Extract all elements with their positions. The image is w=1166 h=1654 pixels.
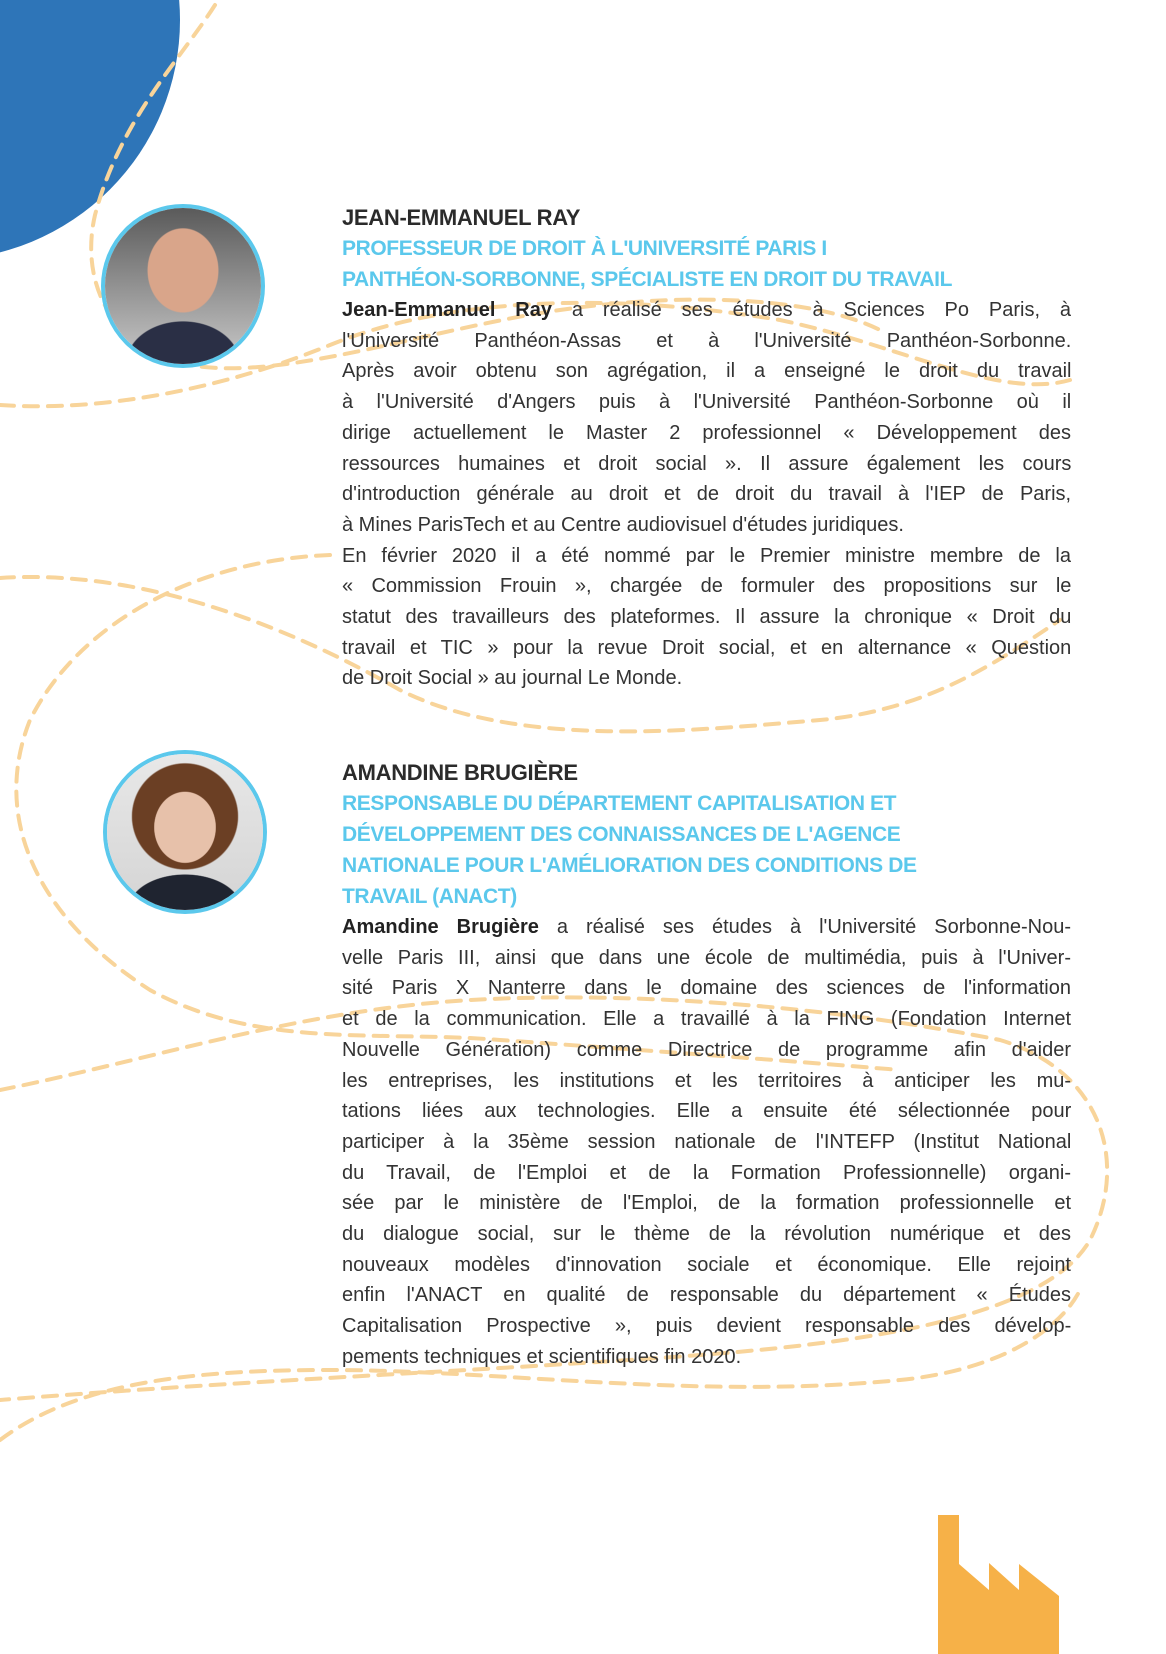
bio-line: à Mines ParisTech et au Centre audiovisuel d'études juridiques. (342, 513, 904, 536)
bio-line: tations liées aux technologies. Elle a ensuite été sélectionnée pour (342, 1100, 1072, 1123)
bio-line: à l'Université d'Angers puis à l'Université Panthéon-Sorbonne où il (342, 391, 1072, 414)
bio-jean-emmanuel-ray (342, 202, 1071, 694)
person-name-inline: Amandine Brugière (342, 916, 539, 938)
bio-line (342, 912, 1071, 943)
bio-line: sée par le ministère de l'Emploi, de la formation professionnelle et (342, 1192, 1072, 1215)
biography-text (342, 912, 1071, 1373)
avatar-jean-emmanuel-ray (101, 204, 265, 368)
bio-line: et de la communication. Elle a travaillé à la FING (Fondation Internet (342, 1008, 1071, 1031)
title-line: NATIONALE POUR L'AMÉLIORATION DES CONDITIONS DE (342, 854, 917, 877)
bio-line: nouveaux modèles d'innovation sociale et économique. Elle rejoint (342, 1253, 1071, 1276)
avatar-amandine-brugiere (103, 750, 267, 914)
bio-line: d'introduction générale au droit et de droit du travail à l'IEP de Paris, (342, 483, 1072, 506)
bio-line: En février 2020 il a été nommé par le Premier ministre membre de la (342, 544, 1071, 567)
bio-line: travail et TIC » pour la revue Droit social, et en alternance « Question (342, 636, 1072, 659)
person-name: JEAN-EMMANUEL RAY (342, 205, 581, 230)
bio-amandine-brugiere (342, 757, 1071, 1373)
bio-line: dirige actuellement le Master 2 professionnel « Développement des (342, 421, 1072, 444)
bio-text: a réalisé ses études à Sciences Po Paris, à (551, 299, 1071, 321)
bio-line: enfin l'ANACT en qualité de responsable du département « Études (342, 1284, 1071, 1307)
person-title (342, 788, 1071, 912)
person-name-inline: Jean-Emmanuel Ray (342, 299, 552, 321)
bio-line: « Commission Frouin », chargée de formuler des propositions sur le (342, 575, 1072, 598)
bio-line: pements techniques et scientifiques fin 2020. (342, 1345, 742, 1368)
title-line: PANTHÉON-SORBONNE, SPÉCIALISTE EN DROIT DU TRAVAIL (342, 268, 953, 291)
bio-line: l'Université Panthéon-Assas et à l'Université Panthéon-Sorbonne. (342, 329, 1072, 352)
bio-line: Nouvelle Génération) comme Directrice de programme afin d'aider (342, 1038, 1071, 1061)
person-name: AMANDINE BRUGIÈRE (342, 760, 578, 785)
bio-line: velle Paris III, ainsi que dans une école de multimédia, puis à l'Univer- (342, 946, 1071, 969)
bio-line: ressources humaines et droit social ». Il assure également les cours (342, 452, 1072, 475)
bio-line: statut des travailleurs des plateformes. Il assure la chronique « Droit du (342, 606, 1072, 629)
biography-text (342, 295, 1071, 694)
bio-line: du dialogue social, sur le thème de la révolution numérique et des (342, 1223, 1071, 1246)
bio-line: du Travail, de l'Emploi et de la Formation Professionnelle) organi- (342, 1161, 1071, 1184)
bio-line: participer à la 35ème session nationale de l'INTEFP (Institut National (342, 1130, 1072, 1153)
bio-line: Capitalisation Prospective », puis devient responsable des dévelop- (342, 1315, 1072, 1338)
bio-line: de Droit Social » au journal Le Monde. (342, 667, 683, 690)
factory-icon (938, 1515, 1059, 1654)
title-line: DÉVELOPPEMENT DES CONNAISSANCES DE L'AGENCE (342, 823, 901, 846)
bio-line: sité Paris X Nanterre dans le domaine des sciences de l'information (342, 977, 1071, 1000)
bio-line (342, 295, 1071, 326)
title-line: RESPONSABLE DU DÉPARTEMENT CAPITALISATION ET (342, 792, 897, 815)
person-title (342, 233, 1071, 295)
title-line: PROFESSEUR DE DROIT À L'UNIVERSITÉ PARIS I (342, 237, 827, 260)
title-line: TRAVAIL (ANACT) (342, 885, 517, 908)
bio-line: les entreprises, les institutions et les territoires à anticiper les mu- (342, 1069, 1072, 1092)
bio-line: Après avoir obtenu son agrégation, il a enseigné le droit du travail (342, 360, 1072, 383)
bio-text: a réalisé ses études à l'Université Sorbonne-Nou- (538, 916, 1072, 938)
